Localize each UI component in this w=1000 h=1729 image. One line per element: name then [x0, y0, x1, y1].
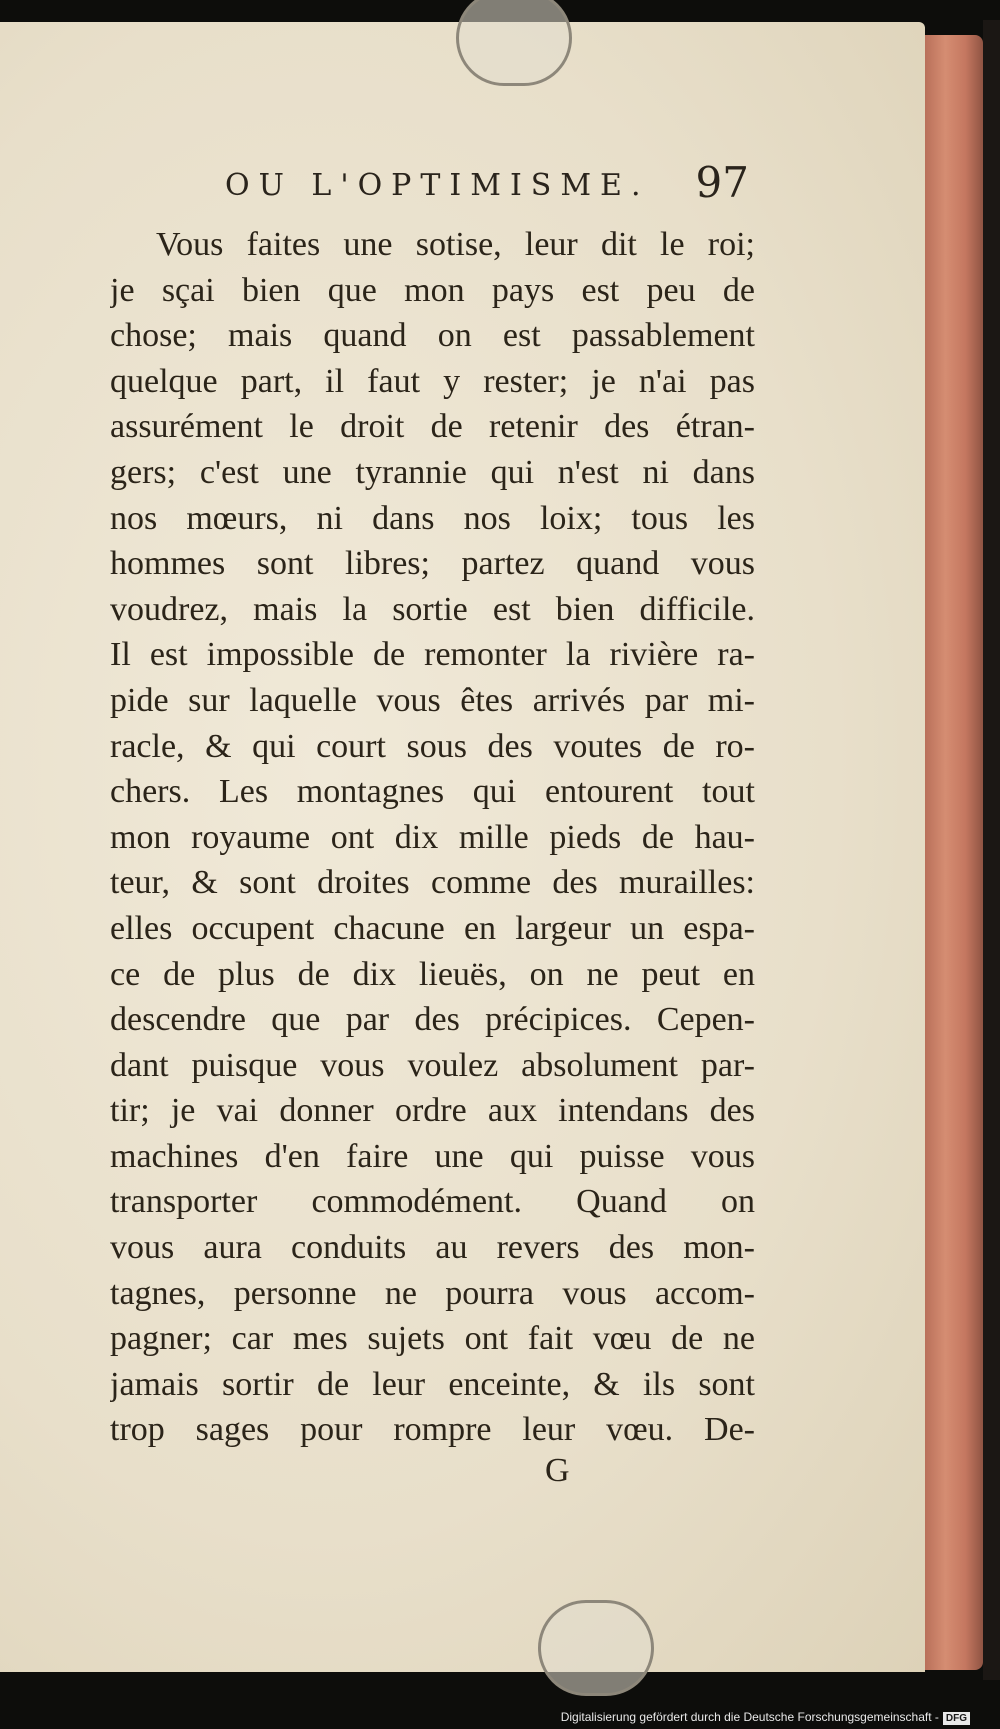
page-number: 97	[695, 158, 749, 207]
text-line: pide sur laquelle vous êtes arrivés par mi-	[110, 681, 755, 719]
red-page-edge	[925, 35, 983, 1670]
text-line: pagner; car mes sujets ont fait vœu de ne	[110, 1320, 755, 1358]
text-line: elles occupent chacune en largeur un espa-	[110, 909, 755, 947]
text-line: machines d'en faire une qui puisse vous	[110, 1137, 755, 1175]
text-line: tagnes, personne ne pourra vous accom-	[110, 1274, 755, 1312]
dfg-logo: DFG	[943, 1712, 970, 1725]
text-line: tir; je vai donner ordre aux intendans des	[110, 1092, 755, 1130]
text-line: vous aura conduits au revers des mon-	[110, 1229, 755, 1267]
text-line: chers. Les montagnes qui entourent tout	[110, 773, 755, 811]
text-line: gers; c'est une tyrannie qui n'est ni dans	[110, 453, 755, 491]
signature-mark: G	[545, 1452, 570, 1489]
text-line: assurément le droit de retenir des étran-	[110, 408, 755, 446]
text-line: transporter commodément. Quand on	[110, 1183, 755, 1221]
top-page-clip	[456, 0, 572, 86]
body-text	[110, 222, 755, 1453]
text-line: teur, & sont droites comme des murailles:	[110, 864, 755, 902]
book-cover-edge	[983, 20, 1000, 1680]
text-line: je sçai bien que mon pays est peu de	[110, 271, 755, 309]
bottom-page-clip	[538, 1600, 654, 1696]
running-head: OU L'OPTIMISME.	[225, 168, 650, 203]
text-line: voudrez, mais la sortie est bien difficile.	[110, 590, 755, 628]
text-line: trop sages pour rompre leur vœu. De-	[110, 1411, 755, 1449]
digitization-credit	[561, 1710, 970, 1725]
text-line: descendre que par des précipices. Cepen-	[110, 1001, 755, 1039]
text-line: quelque part, il faut y rester; je n'ai pas	[110, 362, 755, 400]
text-line: Vous faites une sotise, leur dit le roi;	[156, 226, 755, 263]
text-line: ce de plus de dix lieuës, on ne peut en	[110, 955, 755, 993]
text-line: jamais sortir de leur enceinte, & ils sont	[110, 1365, 755, 1403]
text-line: mon royaume ont dix mille pieds de hau-	[110, 818, 755, 856]
text-line: nos mœurs, ni dans nos loix; tous les	[110, 499, 755, 537]
credit-text: Digitalisierung gefördert durch die Deutsche Forschungsgemeinschaft -	[560, 1710, 939, 1724]
text-line: dant puisque vous voulez absolument par-	[110, 1046, 755, 1084]
text-line: Il est impossible de remonter la rivière ra-	[110, 636, 755, 674]
text-line: racle, & qui court sous des voutes de ro-	[110, 727, 755, 765]
text-line: chose; mais quand on est passablement	[110, 317, 755, 355]
text-line: hommes sont libres; partez quand vous	[110, 545, 755, 583]
page-header	[225, 158, 765, 208]
